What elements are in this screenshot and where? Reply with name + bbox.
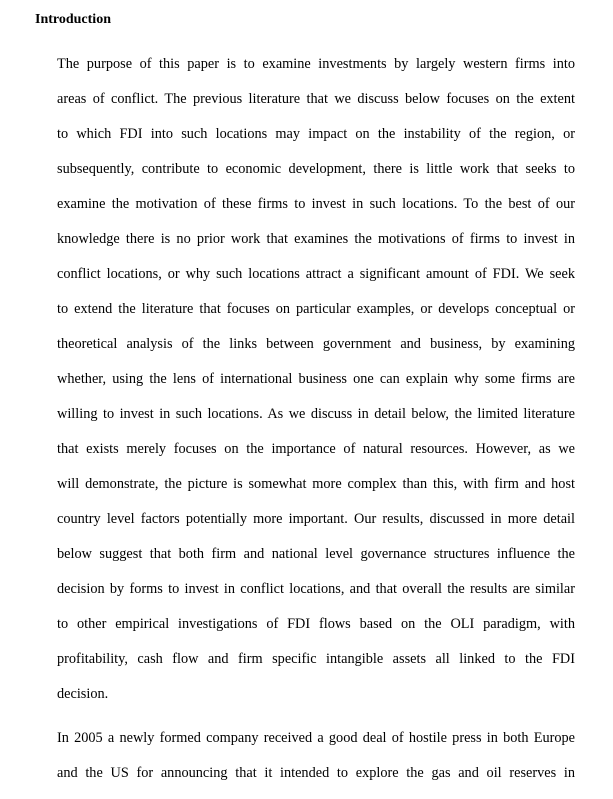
text-line: below suggest that both firm and national level governance structures influence the bbox=[57, 546, 575, 562]
text-line: subsequently, contribute to economic development, there is little work that seeks to bbox=[57, 161, 575, 177]
text-line: country level factors potentially more important. Our results, discussed in more detail bbox=[57, 511, 575, 527]
text-line: areas of conflict. The previous literature that we discuss below focuses on the extent bbox=[57, 91, 575, 107]
text-line: theoretical analysis of the links between government and business, by examining bbox=[57, 336, 575, 352]
text-line: The purpose of this paper is to examine investments by largely western firms into bbox=[57, 56, 575, 72]
text-line: profitability, cash flow and firm specific intangible assets all linked to the FDI bbox=[57, 651, 575, 667]
text-line: willing to invest in such locations. As we discuss in detail below, the limited literature bbox=[57, 406, 575, 422]
text-line: whether, using the lens of international business one can explain why some firms are bbox=[57, 371, 575, 387]
text-line: that exists merely focuses on the importance of natural resources. However, as we bbox=[57, 441, 575, 457]
text-line: to other empirical investigations of FDI flows based on the OLI paradigm, with bbox=[57, 616, 575, 632]
text-line: will demonstrate, the picture is somewhat more complex than this, with firm and host bbox=[57, 476, 575, 492]
text-line: decision. bbox=[57, 686, 109, 702]
text-line: to extend the literature that focuses on particular examples, or develops conceptual or bbox=[57, 301, 575, 317]
text-line: decision by forms to invest in conflict locations, and that overall the results are similar bbox=[57, 581, 575, 597]
section-heading: Introduction bbox=[35, 12, 111, 27]
text-line: conflict locations, or why such locations attract a significant amount of FDI. We seek bbox=[57, 266, 575, 282]
text-line: knowledge there is no prior work that examines the motivations of firms to invest in bbox=[57, 231, 575, 247]
text-line: and the US for announcing that it intended to explore the gas and oil reserves in bbox=[57, 765, 575, 781]
text-line: to which FDI into such locations may impact on the instability of the region, or bbox=[57, 126, 575, 142]
text-line: In 2005 a newly formed company received a good deal of hostile press in both Europe bbox=[57, 730, 575, 746]
text-line: examine the motivation of these firms to invest in such locations. To the best of our bbox=[57, 196, 575, 212]
